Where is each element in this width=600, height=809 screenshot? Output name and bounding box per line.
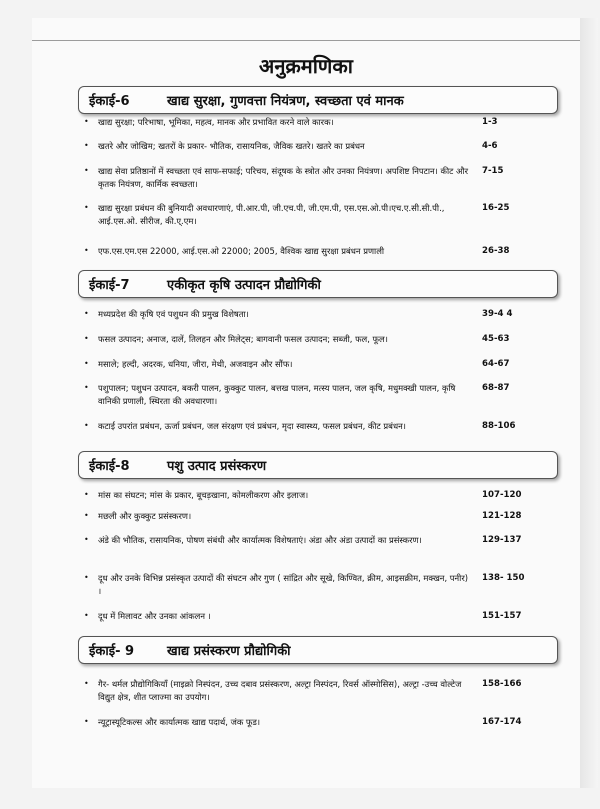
bullet-icon: • <box>84 490 89 499</box>
page-range: 7-15 <box>482 166 504 176</box>
page-range: 107-120 <box>482 490 522 500</box>
bullet-icon: • <box>84 309 89 318</box>
entry-text: अंडे की भौतिक, रासायनिक, पोषण संबंधी और कार्यात्मक विशेषताएं। अंडा और अंडा उत्पादों का प्रसंस्करण। <box>98 535 422 545</box>
entry-text: खतरे और जोखिम; खतरों के प्रकार- भौतिक, रासायनिक, जैविक खतरे। खतरे का प्रबंधन <box>98 141 365 151</box>
entry-text: मछली और कुक्कुट प्रसंस्करण। <box>98 511 192 521</box>
bullet-icon: • <box>84 383 89 392</box>
page-range: 26-38 <box>482 246 510 256</box>
page-range: 68-87 <box>482 383 510 393</box>
unit-title: एकीकृत कृषि उत्पादन प्रौद्योगिकी <box>167 278 321 293</box>
unit-number: ईकाई-7 <box>89 278 130 293</box>
entry-text: एफ.एस.एम.एस 22000, आई.एस.ओ 22000; 2005, वैश्विक खाद्य सुरक्षा प्रबंधन प्रणाली <box>98 246 385 256</box>
entry-text: खाद्य सुरक्षा; परिभाषा, भूमिका, महत्व, मानक और प्रभावित करने वाले कारक। <box>98 117 334 127</box>
page-range: 1-3 <box>482 117 498 127</box>
bullet-icon: • <box>84 573 89 582</box>
entry-text: गैर- थर्मल प्रौद्योगिकियाँ (माइक्रो निस्पंदन, उच्च दबाव प्रसंस्करण, अल्ट्रा निस्पंदन, रिवर्स ऑस्मोसिस), अल्ट्रा -उच्च वोल्टेज विद्युत क्षेत्र, शीत प्लाज्मा का उपयोग। <box>98 679 462 702</box>
entry-text: दूध और उनके विभिन्न प्रसंस्कृत उत्पादों की संघटन और गुण ( सांद्रित और सूखे, किण्वित, क्रीम, आइसक्रीम, मक्खन, पनीर) । <box>98 573 469 596</box>
unit-title: खाद्य सुरक्षा, गुणवत्ता नियंत्रण, स्वच्छता एवं मानक <box>167 94 404 109</box>
entry-text: खाद्य सेवा प्रतिष्ठानों में स्वच्छता एवं साफ-सफाई; परिचय, संदूषक के स्त्रोत और उनका नियंत्रण। अपशिष्ट निपटान। कीट और कृतक नियंत्रण, कार्मिक स्वच्छता। <box>98 166 469 189</box>
page-range: 151-157 <box>482 611 522 621</box>
bullet-icon: • <box>84 166 89 175</box>
unit-number: ईकाई-8 <box>89 459 130 474</box>
page-title: अनुक्रमणिका <box>259 54 353 78</box>
unit-9-section <box>78 636 558 664</box>
page-range: 158-166 <box>482 679 522 689</box>
page-range: 88-106 <box>482 421 516 431</box>
top-divider <box>32 40 580 41</box>
bullet-icon: • <box>84 611 89 620</box>
bullet-icon: • <box>84 203 89 212</box>
unit-7-section <box>78 270 558 298</box>
entry-text: पशुपालन; पशुधन उत्पादन, बकरी पालन, कुक्कुट पालन, बत्तख पालन, मत्स्य पालन, जल कृषि, मधुमक्खी पालन, कृषि वानिकी प्रणाली, स्थिरता की अवधारणा। <box>98 383 456 406</box>
unit-title: खाद्य प्रसंस्करण प्रौद्योगिकी <box>167 644 291 659</box>
bullet-icon: • <box>84 717 89 726</box>
entry-text: न्यूट्रास्यूटिकल्स और कार्यात्मक खाद्य पदार्थ, जंक फूड। <box>98 717 261 727</box>
unit-6-section <box>78 86 558 114</box>
unit-8-header <box>78 451 558 479</box>
entry-text: दूध में मिलावट और उनका आंकलन । <box>98 611 211 621</box>
entry-text: खाद्य सुरक्षा प्रबंधन की बुनियादी अवधारणाएं, पी.आर.पी, जी.एच.पी, जी.एम.पी, एस.एस.ओ.पी।एच.ए.सी.सी.पी., आई.एस.ओ. सीरीज, की.ए्.एम। <box>98 203 445 226</box>
bullet-icon: • <box>84 359 89 368</box>
bullet-icon: • <box>84 421 89 430</box>
bullet-icon: • <box>84 141 89 150</box>
bullet-icon: • <box>84 679 89 688</box>
entry-text: मसाले; हल्दी, अदरक, धनिया, जीरा, मेथी, अजवाइन और सौंफ। <box>98 359 293 369</box>
unit-number: ईकाई- 9 <box>89 644 135 659</box>
bullet-icon: • <box>84 117 89 126</box>
entry-text: फसल उत्पादन; अनाज, दालें, तिलहन और मिलेट्स; बागवानी फसल उत्पादन; सब्जी, फल, फूल। <box>98 334 388 344</box>
unit-9-header <box>78 636 558 664</box>
unit-6-header <box>78 86 558 114</box>
unit-title: पशु उत्पाद प्रसंस्करण <box>167 459 267 474</box>
unit-8-section <box>78 451 558 479</box>
entry-text: मध्यप्रदेश की कृषि एवं पशुधन की प्रमुख विशेषता। <box>98 309 249 319</box>
page-range: 64-67 <box>482 359 510 369</box>
page-range: 129-137 <box>482 535 522 545</box>
bullet-icon: • <box>84 334 89 343</box>
page-range: 39-4 4 <box>482 309 513 319</box>
unit-number: ईकाई-6 <box>89 94 130 109</box>
entry-text: मांस का संघटन; मांस के प्रकार, बूचड़खाना, कोमलीकरण और इलाज। <box>98 490 309 500</box>
page-range: 121-128 <box>482 511 522 521</box>
page-range: 16-25 <box>482 203 510 213</box>
page-range: 4-6 <box>482 141 498 151</box>
page-range: 138- 150 <box>482 573 525 583</box>
unit-7-header <box>78 270 558 298</box>
bullet-icon: • <box>84 246 89 255</box>
page-range: 45-63 <box>482 334 510 344</box>
page-range: 167-174 <box>482 717 522 727</box>
bullet-icon: • <box>84 511 89 520</box>
index-page <box>32 18 580 788</box>
entry-text: कटाई उपरांत प्रबंधन, ऊर्जा प्रबंधन, जल संरक्षण एवं प्रबंधन, मृदा स्वास्थ्य, फसल प्रबंधन, कीट प्रबंधन। <box>98 421 406 431</box>
bullet-icon: • <box>84 535 89 544</box>
